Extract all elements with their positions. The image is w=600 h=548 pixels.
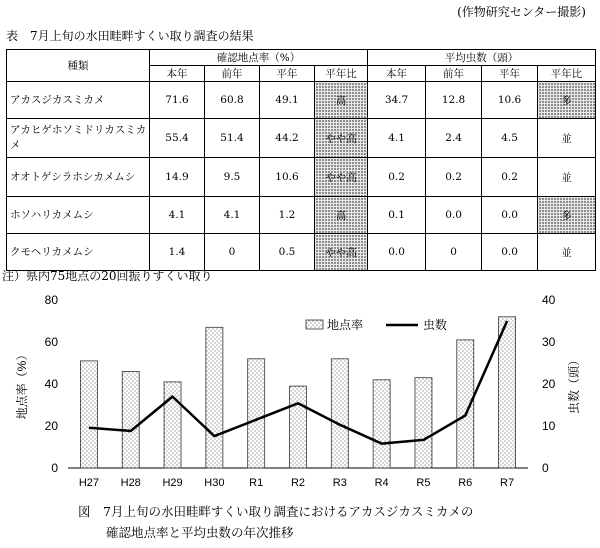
table-cell: 0.0: [482, 197, 538, 234]
species-name: クモヘリカメムシ: [7, 234, 150, 271]
table-cell: やや高: [315, 234, 368, 271]
table-cell: 71.6: [150, 82, 205, 119]
table-cell: 49.1: [260, 82, 315, 119]
table-cell: 0.1: [368, 197, 426, 234]
table-cell: 34.7: [368, 82, 426, 119]
y-right-tick-label: 40: [542, 293, 556, 307]
table-cell: 60.8: [205, 82, 260, 119]
table-cell: 51.4: [205, 119, 260, 158]
table-cell: 44.2: [260, 119, 315, 158]
table-cell: 4.1: [368, 119, 426, 158]
table-cell: 12.8: [426, 82, 482, 119]
figure-caption: [78, 501, 473, 543]
table-cell: 0: [426, 234, 482, 271]
table-title: 表 7月上旬の水田畦畔すくい取り調査の結果: [6, 29, 254, 43]
y-left-tick-label: 20: [44, 419, 58, 433]
x-tick-label: R7: [500, 477, 515, 489]
table-cell: 高: [315, 197, 368, 234]
x-tick-label: R1: [249, 477, 264, 489]
species-name: オオトゲシラホシカメムシ: [7, 158, 150, 197]
table-cell: 0.2: [426, 158, 482, 197]
header-ratio: 平年比: [538, 66, 596, 82]
caption-line-1: 図 7月上旬の水田畦畔すくい取り調査におけるアカスジカスミカメの: [78, 504, 474, 519]
x-tick-label: R3: [332, 477, 347, 489]
table-footnote: 注）県内75地点の20回振りすくい取り: [2, 269, 213, 283]
table-cell: 0: [205, 234, 260, 271]
table-cell: 0.0: [426, 197, 482, 234]
bar: [80, 361, 97, 468]
species-name: アカヒゲホソミドリカスミカメ: [7, 119, 150, 158]
bar: [290, 386, 307, 468]
table-row: [7, 197, 596, 234]
table-cell: 0.0: [368, 234, 426, 271]
bar: [164, 382, 181, 468]
table-cell: 55.4: [150, 119, 205, 158]
header-normal-year: 平年: [482, 66, 538, 82]
caption-line-2: 確認地点率と平均虫数の年次推移: [106, 525, 294, 540]
header-species: 種類: [7, 50, 150, 82]
species-name: ホソハリカメムシ: [7, 197, 150, 234]
table-cell: 0.0: [482, 234, 538, 271]
y-right-tick-label: 30: [542, 335, 556, 349]
x-tick-label: R5: [416, 477, 431, 489]
header-last-year: 前年: [205, 66, 260, 82]
legend-line-label: 虫数: [423, 318, 448, 332]
photo-credit: (作物研究センター撮影): [457, 5, 586, 19]
x-tick-label: R6: [458, 477, 473, 489]
bar: [373, 380, 390, 468]
x-tick-label: R4: [374, 477, 389, 489]
table-cell: 4.1: [150, 197, 205, 234]
table-cell: 4.1: [205, 197, 260, 234]
table-row: [7, 119, 596, 158]
table-cell: 1.2: [260, 197, 315, 234]
y-left-tick-label: 60: [44, 335, 58, 349]
x-tick-label: H27: [78, 477, 100, 489]
table-cell: 多: [538, 82, 596, 119]
species-name: アカスジカスミカメ: [7, 82, 150, 119]
table-cell: 9.5: [205, 158, 260, 197]
table-cell: 0.2: [482, 158, 538, 197]
table-cell: 10.6: [260, 158, 315, 197]
table-cell: 2.4: [426, 119, 482, 158]
header-count-group: 平均虫数（頭）: [368, 50, 596, 66]
legend-bar-swatch: [306, 320, 323, 329]
table-cell: 並: [538, 158, 596, 197]
x-tick-label: H28: [120, 477, 141, 489]
y-left-tick-label: 0: [51, 461, 58, 475]
table-cell: 14.9: [150, 158, 205, 197]
table-cell: 10.6: [482, 82, 538, 119]
header-last-year: 前年: [426, 66, 482, 82]
bar: [415, 378, 432, 468]
bar: [122, 371, 139, 468]
bar-line-chart: [0, 288, 600, 500]
y-left-tick-label: 40: [44, 377, 58, 391]
y-right-axis-title: 虫数（頭）: [567, 353, 581, 415]
table-row: [7, 82, 596, 119]
legend-bar-label: 地点率: [327, 318, 364, 332]
bar: [206, 327, 223, 468]
table-cell: 0.5: [260, 234, 315, 271]
x-tick-label: R2: [290, 477, 306, 489]
x-tick-label: H30: [204, 477, 225, 489]
y-left-axis-title: 地点率（%）: [15, 348, 29, 420]
table-cell: 並: [538, 119, 596, 158]
table-cell: やや高: [315, 158, 368, 197]
table-cell: 1.4: [150, 234, 205, 271]
table-cell: 並: [538, 234, 596, 271]
survey-table: [6, 49, 596, 271]
table-cell: 高: [315, 82, 368, 119]
table-cell: やや高: [315, 119, 368, 158]
table-cell: 0.2: [368, 158, 426, 197]
table-row: [7, 158, 596, 197]
y-right-tick-label: 20: [542, 377, 556, 391]
x-tick-label: H29: [162, 477, 183, 489]
table-row: [7, 234, 596, 271]
header-this-year: 本年: [150, 66, 205, 82]
header-ratio: 平年比: [315, 66, 368, 82]
table-cell: 4.5: [482, 119, 538, 158]
y-left-tick-label: 80: [44, 293, 58, 307]
table-cell: 多: [538, 197, 596, 234]
header-this-year: 本年: [368, 66, 426, 82]
y-right-tick-label: 0: [542, 461, 549, 475]
header-rate-group: 確認地点率（%）: [150, 50, 368, 66]
header-normal-year: 平年: [260, 66, 315, 82]
bar: [331, 359, 348, 468]
bar: [499, 317, 516, 468]
y-right-tick-label: 10: [542, 419, 556, 433]
bar: [248, 359, 265, 468]
